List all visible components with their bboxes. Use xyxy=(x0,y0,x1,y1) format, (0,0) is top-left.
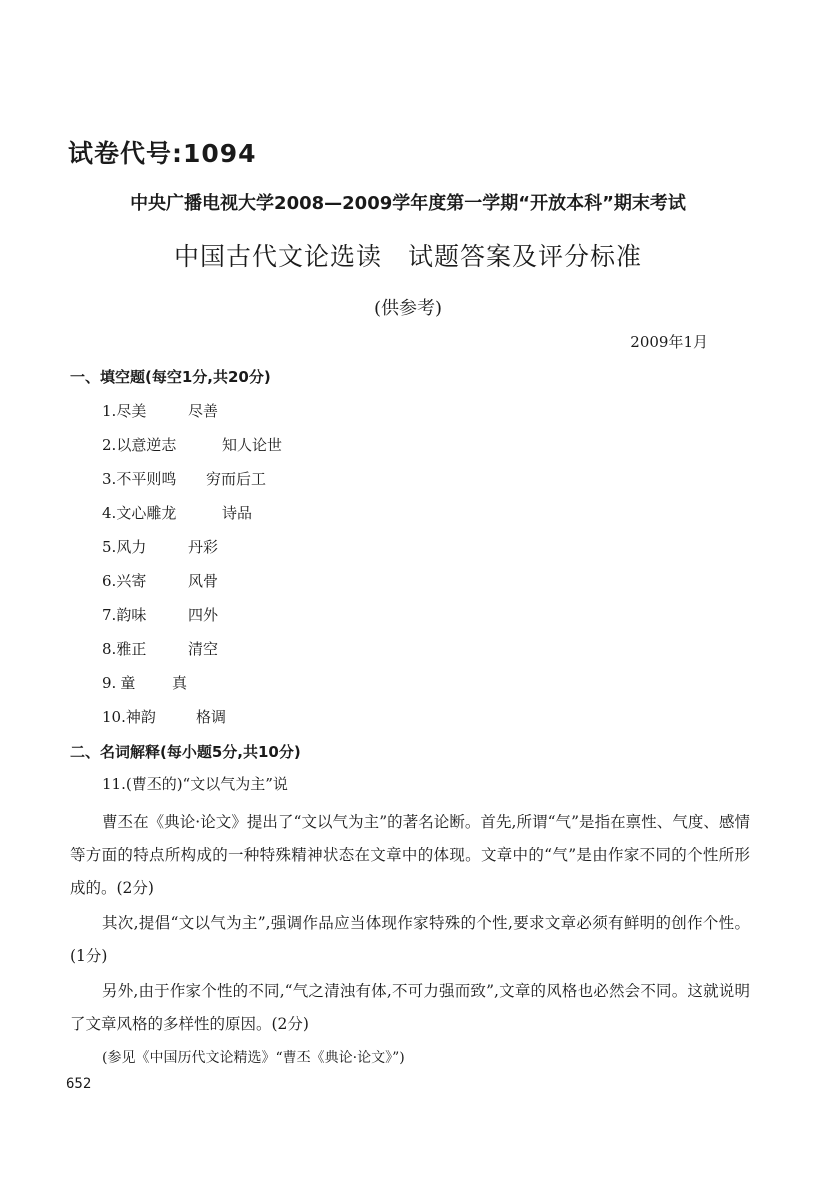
item-number: 3. xyxy=(102,470,117,488)
answer-2: 清空 xyxy=(188,640,219,658)
fill-item-2 xyxy=(102,434,283,456)
answer-1: 以意逆志 xyxy=(116,436,177,454)
fill-item-4 xyxy=(102,502,253,524)
paper-code: 试卷代号:1094 xyxy=(68,139,257,168)
answer-2: 风骨 xyxy=(188,572,219,590)
answer-paragraph-3: 另外,由于作家个性的不同,“气之清浊有体,不可力强而致”,文章的风格也必然会不同。这就说明了文章风格的多样性的原因。(2分) xyxy=(70,982,750,1033)
item-number: 1. xyxy=(102,402,117,420)
fill-item-1 xyxy=(102,400,219,422)
item-number: 5. xyxy=(102,538,117,556)
answer-1: 不平则鸣 xyxy=(116,470,177,488)
answer-1: 兴寄 xyxy=(116,572,147,590)
answer-1: 文心雕龙 xyxy=(116,504,177,522)
answer-1: 雅正 xyxy=(116,640,147,658)
answer-2: 真 xyxy=(172,674,188,692)
answer-2: 格调 xyxy=(196,708,227,726)
item-number: 7. xyxy=(102,606,117,624)
reference-citation: (参见《中国历代文论精选》“曹丕《典论·论文》”) xyxy=(102,1050,405,1066)
answer-1: 神韵 xyxy=(125,708,156,726)
fill-item-5 xyxy=(102,536,219,558)
answer-1: 童 xyxy=(120,674,136,692)
item-number: 10. xyxy=(102,708,126,726)
item-number: 6. xyxy=(102,572,117,590)
answer-2: 诗品 xyxy=(222,504,253,522)
subject-title: 中国古代文论选读 试题答案及评分标准 xyxy=(173,242,642,271)
answer-1: 尽美 xyxy=(116,402,147,420)
answer-2: 穷而后工 xyxy=(206,470,267,488)
answer-2: 丹彩 xyxy=(188,538,219,556)
answer-paragraph-1: 曹丕在《典论·论文》提出了“文以气为主”的著名论断。首先,所谓“气”是指在禀性、气度、感情等方面的特点所构成的一种特殊精神状态在文章中的体现。文章中的“气”是由作家不同的个性所形成的。(2分) xyxy=(70,813,750,897)
answer-2: 知人论世 xyxy=(222,436,283,454)
answer-2: 尽善 xyxy=(188,402,219,420)
answer-2: 四外 xyxy=(188,606,219,624)
answer-1: 风力 xyxy=(116,538,147,556)
item-number: 9. xyxy=(102,674,117,692)
page-number: 652 xyxy=(66,1076,92,1092)
exam-title: 中央广播电视大学2008—2009学年度第一学期“开放本科”期末考试 xyxy=(130,193,686,214)
item-number: 2. xyxy=(102,436,117,454)
fill-item-8 xyxy=(102,638,219,660)
fill-item-10 xyxy=(102,706,227,728)
answer-1: 韵味 xyxy=(116,606,147,624)
section-heading-terms: 二、名词解释(每小题5分,共10分) xyxy=(70,743,301,761)
item-number: 4. xyxy=(102,504,117,522)
exam-date: 2009年1月 xyxy=(630,333,708,351)
item-number: 8. xyxy=(102,640,117,658)
fill-item-9 xyxy=(102,672,188,694)
reference-note: (供参考) xyxy=(373,298,443,319)
fill-item-3 xyxy=(102,468,267,490)
fill-item-7 xyxy=(102,604,219,626)
fill-item-6 xyxy=(102,570,219,592)
question-11-title: 11.(曹丕的)“文以气为主”说 xyxy=(102,775,288,793)
answer-paragraph-2: 其次,提倡“文以气为主”,强调作品应当体现作家特殊的个性,要求文章必须有鲜明的创作个性。(1分) xyxy=(70,914,750,965)
section-heading-fill-in: 一、填空题(每空1分,共20分) xyxy=(70,368,271,386)
